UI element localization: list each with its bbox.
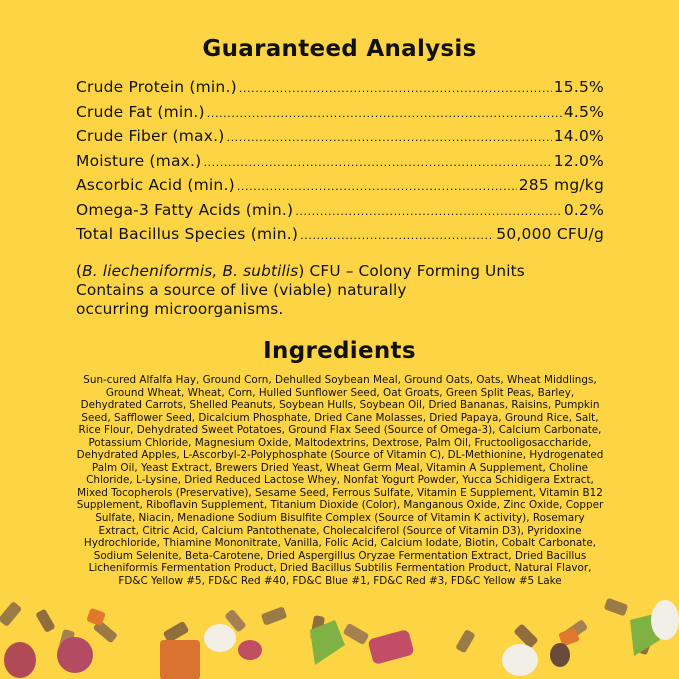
dot-leader: [226, 131, 551, 144]
guaranteed-analysis-title: Guaranteed Analysis: [202, 36, 477, 62]
analysis-label: Crude Protein (min.): [76, 78, 237, 96]
dot-leader: [300, 229, 494, 242]
guaranteed-analysis-table: [76, 78, 604, 250]
fruit-veg-group: [4, 600, 679, 679]
analysis-value: 14.0%: [553, 127, 604, 145]
analysis-label: Moisture (max.): [76, 151, 202, 170]
analysis-row-crude-protein: [76, 78, 604, 103]
note-line-1: [76, 262, 616, 281]
analysis-value: 4.5%: [563, 102, 604, 121]
analysis-row-crude-fat: [76, 103, 604, 128]
analysis-value: 50,000 CFU/g: [496, 225, 604, 243]
analysis-row-crude-fiber: [76, 127, 604, 152]
ingredients-title: Ingredients: [263, 338, 416, 364]
analysis-label: Omega-3 Fatty Acids (min.): [76, 200, 294, 219]
note-line-2: Contains a source of live (viable) naturally: [76, 281, 407, 299]
cfu-note: [76, 262, 616, 319]
analysis-label: Crude Fat (min.): [76, 102, 205, 121]
dot-leader: [295, 205, 562, 218]
species-separator: ,: [212, 262, 223, 280]
analysis-label: Total Bacillus Species (min.): [76, 225, 299, 243]
analysis-row-omega-3: [76, 201, 604, 226]
analysis-row-bacillus: [76, 225, 604, 250]
analysis-value: 12.0%: [553, 151, 604, 170]
dot-leader: [239, 82, 552, 95]
analysis-row-ascorbic-acid: [76, 176, 604, 201]
dot-leader: [237, 180, 517, 193]
analysis-value: 0.2%: [563, 200, 604, 219]
food-pieces-illustration: [0, 590, 679, 679]
species-name: B. liecheniformis: [82, 262, 213, 280]
species-name: B. subtilis: [222, 262, 299, 280]
note-paren: (: [76, 262, 83, 280]
note-line-3: occurring microorganisms.: [76, 300, 284, 318]
ingredients-list: Sun-cured Alfalfa Hay, Ground Corn, Dehulled Soybean Meal, Ground Oats, Oats, Wheat Middlings, Ground Wheat, Wheat, Corn, Hulled Sunflower Seed, Oat Groats, Green Split Peas, Barley, Dehydrated Carrots, Shelled Peanuts, Soybean Hulls, Soybean Oil, Dried Bananas, Raisins, Pumpkin Seed, Safflower Seed, Dicalcium Phosphate, Dried Cane Molasses, Dried Papaya, Ground Rice, Salt, Rice Flour, Dehydrated Sweet Potatoes, Ground Flax Seed (Source of Omega-3), Calcium Carbonate, Potassium Chloride, Magnesium Oxide, Maltodextrins, Dextrose, Palm Oil, Fructooligosaccharide, Dehydrated Apples, L-Ascorbyl-2-Polyphosphate (Source of Vitamin C), DL-Methionine, Hydrogenated Palm Oil, Yeast Extract, Brewers Dried Yeast, Wheat Germ Meal, Vitamin A Supplement, Choline Chloride, L-Lysine, Dried Reduced Lactose Whey, Nonfat Yogurt Powder, Yucca Schidigera Extract, Mixed Tocopherols (Preservative), Sesame Seed, Ferrous Sulfate, Vitamin E Supplement, Vitamin B12 Supplement, Riboflavin Supplement, Titanium Dioxide (Color), Manganous Oxide, Zinc Oxide, Copper Sulfate, Niacin, Menadione Sodium Bisulfite Complex (Source of Vitamin K activity), Rosemary Extract, Citric Acid, Calcium Pantothenate, Cholecalciferol (Source of Vitamin D3), Pyridoxine Hydrochloride, Thiamine Mononitrate, Vanilla, Folic Acid, Calcium Iodate, Biotin, Cobalt Carbonate, Sodium Selenite, Beta-Carotene, Dried Aspergillus Oryzae Fermentation Extract, Dried Bacillus Licheniformis Fermentation Product, Dried Bacillus Subtilis Fermentation Product, Natural Flavor, FD&C Yellow #5, FD&C Red #40, FD&C Blue #1, FD&C Red #3, FD&C Yellow #5 Lake: [76, 374, 604, 587]
analysis-row-moisture: [76, 152, 604, 177]
analysis-value: 285 mg/kg: [518, 176, 604, 194]
dot-leader: [203, 156, 551, 169]
analysis-value: 15.5%: [553, 78, 604, 96]
dot-leader: [207, 107, 562, 120]
analysis-label: Crude Fiber (max.): [76, 127, 225, 145]
cfu-definition: ) CFU – Colony Forming Units: [298, 262, 525, 280]
analysis-label: Ascorbic Acid (min.): [76, 176, 235, 194]
